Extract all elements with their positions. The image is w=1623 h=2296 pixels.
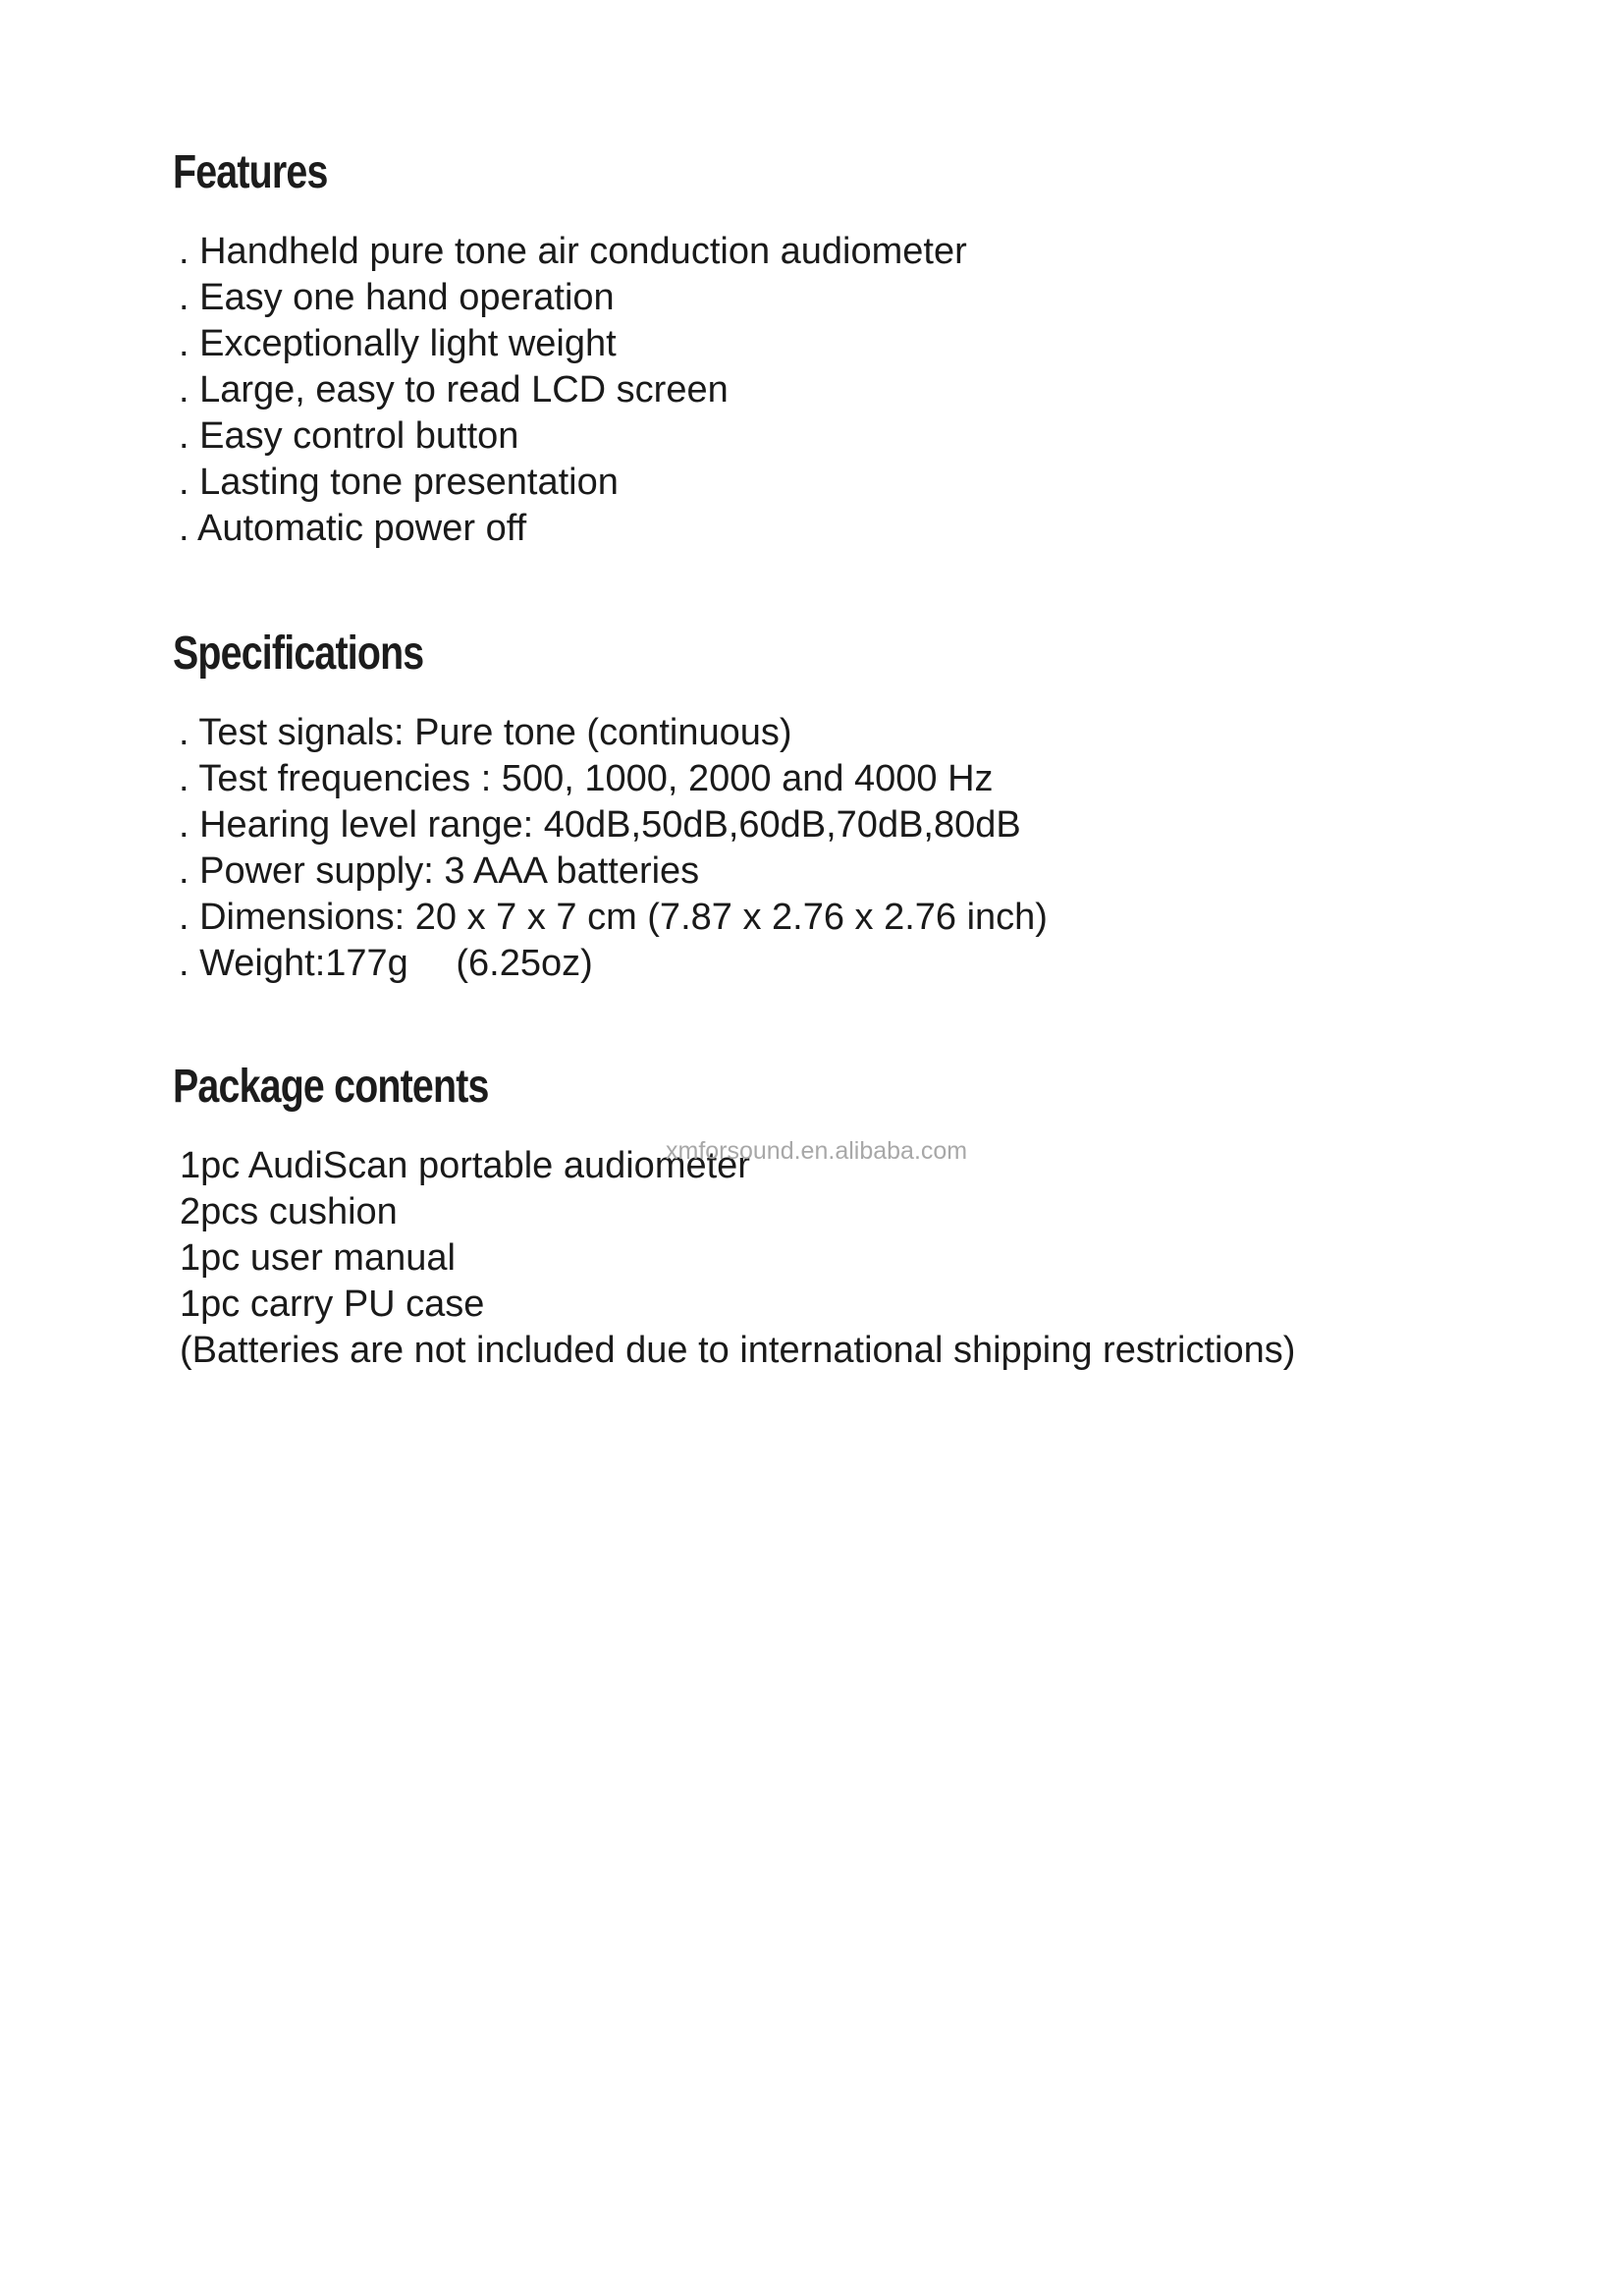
package-contents-list — [180, 1143, 1295, 1374]
list-item: . Hearing level range: 40dB,50dB,60dB,70dB,80dB — [179, 804, 1021, 846]
list-item: 2pcs cushion — [180, 1191, 398, 1232]
list-item: 1pc user manual — [180, 1237, 456, 1279]
list-item: . Test signals: Pure tone (continuous) — [179, 712, 792, 753]
specifications-heading: Specifications — [173, 628, 424, 680]
specifications-list — [179, 710, 1048, 987]
package-contents-heading: Package contents — [173, 1061, 489, 1113]
watermark-text: xmforsound.en.alibaba.com — [666, 1137, 968, 1165]
list-item: 1pc AudiScan portable audiometer — [180, 1145, 750, 1186]
list-item: . Easy control button — [179, 415, 519, 457]
features-list — [179, 229, 967, 552]
list-item: . Power supply: 3 AAA batteries — [179, 850, 700, 892]
list-item: . Large, easy to read LCD screen — [179, 369, 729, 410]
list-item: (Batteries are not included due to international shipping restrictions) — [180, 1330, 1296, 1371]
list-item: . Exceptionally light weight — [179, 323, 617, 364]
list-item: . Automatic power off — [179, 508, 527, 549]
list-item: . Handheld pure tone air conduction audiometer — [179, 231, 967, 272]
list-item: . Easy one hand operation — [179, 277, 615, 318]
list-item: . Test frequencies : 500, 1000, 2000 and 4000 Hz — [179, 758, 994, 799]
list-item: 1pc carry PU case — [180, 1284, 485, 1325]
list-item: . Lasting tone presentation — [179, 462, 619, 503]
list-item: . Weight:177g (6.25oz) — [179, 943, 593, 984]
features-heading: Features — [173, 146, 328, 198]
list-item: . Dimensions: 20 x 7 x 7 cm (7.87 x 2.76 x 2.76 inch) — [179, 897, 1048, 938]
